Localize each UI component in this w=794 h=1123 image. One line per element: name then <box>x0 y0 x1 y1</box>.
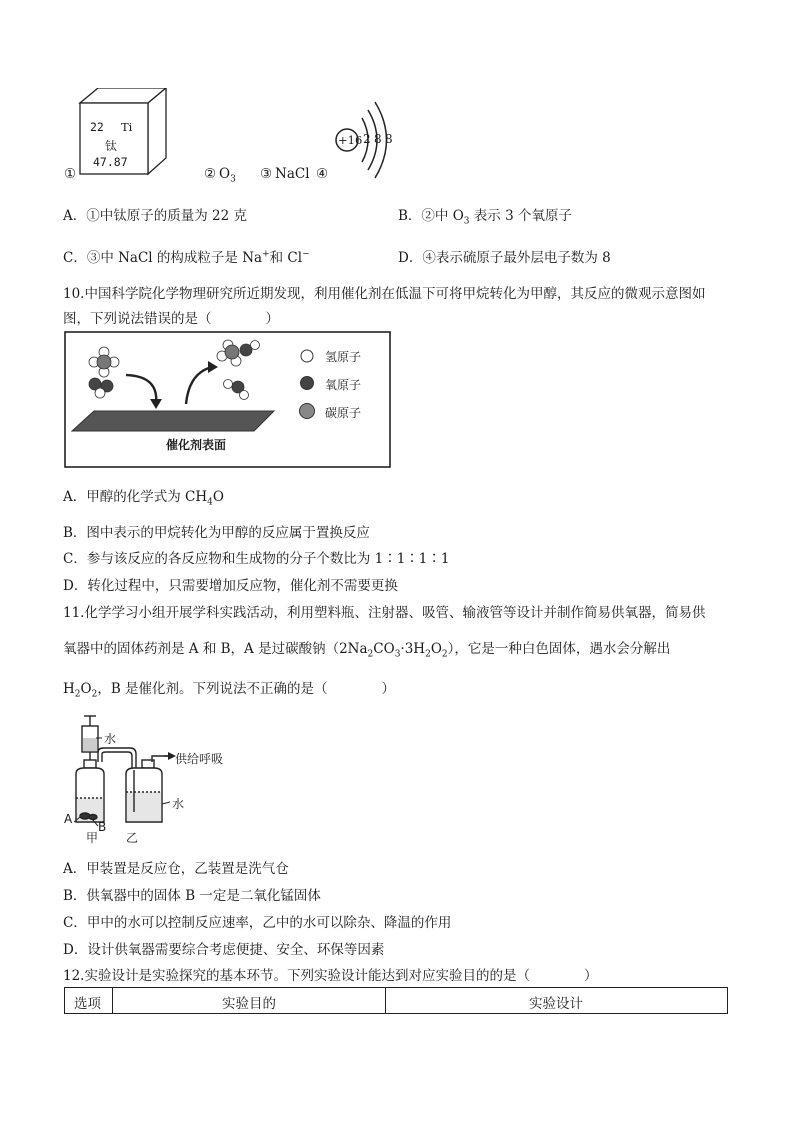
q11-stem-line1: 11.化学学习小组开展学科实践活动，利用塑料瓶、注射器、吸管、输液管等设计并制作简易供氧器，简易供 <box>63 605 706 621</box>
water-label-right: 水 <box>172 797 185 811</box>
tile-number: 22 <box>90 120 104 134</box>
q10-stem-line2: 图，下列说法错误的是（ ） <box>63 311 279 327</box>
q11-stem-line3: $H_2O_2$，B 是催化剂。下列说法不正确的是（ ） <box>63 681 396 700</box>
water-label-top: 水 <box>104 732 117 746</box>
legend-oxygen: 氧原子 <box>325 378 362 392</box>
q11-option-a: A．甲装置是反应仓，乙装置是洗气仓 <box>63 861 289 877</box>
table-header-row <box>64 987 728 1014</box>
q11-option-b: B．供氧器中的固体 B 一定是二氧化锰固体 <box>63 888 321 904</box>
table-divider-1 <box>112 987 113 1014</box>
q9-option-a: A．①中钛原子的质量为 22 克 <box>63 208 248 224</box>
catalyst-surface-label: 催化剂表面 <box>166 438 227 452</box>
label-b: B <box>98 820 107 834</box>
q9-option-d: D．④表示硫原子最外层电子数为 8 <box>398 250 611 266</box>
q10-option-d: D．转化过程中，只需要增加反应物，催化剂不需要更换 <box>63 578 398 594</box>
bottle-jia-label: 甲 <box>86 831 99 845</box>
tile-name: 钛 <box>105 139 118 153</box>
atom-nucleus-label: +16 <box>338 133 363 147</box>
supply-breath-label: 供给呼吸 <box>175 752 224 766</box>
atom-shell-2: 8 <box>374 132 382 146</box>
o3-label: $O_3$ <box>219 166 236 185</box>
table-divider-2 <box>385 987 386 1014</box>
label-a: A <box>64 812 73 826</box>
oxygen-atom-icon <box>301 377 314 390</box>
q11-stem-line2: 氧器中的固体药剂是 A 和 B，A 是过碳酸钠$(2Na_2CO_3\cdot 3H_2O_2)$，它是一种白色固体，遇水会分解出 <box>63 641 671 660</box>
q10-option-a: A．甲醇的化学式为 $CH_4O$ <box>63 489 224 508</box>
table-header-purpose: 实验目的 <box>222 996 276 1012</box>
q11-oxygen-generator-diagram <box>60 712 240 847</box>
marker-4: ④ <box>316 166 329 182</box>
tile-symbol: Ti <box>121 120 133 134</box>
table-header-design: 实验设计 <box>529 996 583 1012</box>
atom-shell-1: 2 <box>363 132 371 146</box>
hydrogen-atom-icon <box>301 350 313 362</box>
syringe-icon <box>82 716 98 764</box>
legend-hydrogen: 氢原子 <box>325 350 362 364</box>
q12-stem: 12.实验设计是实验探究的基本环节。下列实验设计能达到对应实验目的的是（ ） <box>63 968 598 984</box>
q10-option-b: B．图中表示的甲烷转化为甲醇的反应属于置换反应 <box>63 525 370 541</box>
reaction-bottle-icon <box>76 760 104 822</box>
bottle-yi-label: 乙 <box>126 831 139 845</box>
q11-option-c: C．甲中的水可以控制反应速率，乙中的水可以除杂、降温的作用 <box>63 915 452 931</box>
marker-2: ② <box>204 166 217 182</box>
q9-option-c: C．③中 NaCl 的构成粒子是 Na+和 Cl− <box>63 249 310 266</box>
carbon-atom-icon <box>300 404 315 419</box>
q10-stem-line1: 10.中国科学院化学物理研究所近期发现，利用催化剂在低温下可将甲烷转化为甲醇，其反应的微观示意图如 <box>63 286 706 302</box>
washing-bottle-icon <box>126 760 162 822</box>
table-header-option: 选项 <box>74 996 101 1012</box>
atom-shell-3: 8 <box>385 132 393 146</box>
nacl-label: NaCl <box>275 166 310 182</box>
tile-mass: 47.87 <box>93 155 128 169</box>
q10-option-c: C．参与该反应的各反应物和生成物的分子个数比为 1∶1∶1∶1 <box>63 551 450 567</box>
catalyst-surface-icon <box>72 411 274 431</box>
q9-option-b: B．②中 $O_3$ 表示 3 个氧原子 <box>398 208 572 227</box>
q11-option-d: D．设计供氧器需要综合考虑便捷、安全、环保等因素 <box>63 942 385 958</box>
marker-1: ① <box>64 166 77 182</box>
marker-3: ③ <box>260 166 273 182</box>
legend-carbon: 碳原子 <box>325 406 362 420</box>
